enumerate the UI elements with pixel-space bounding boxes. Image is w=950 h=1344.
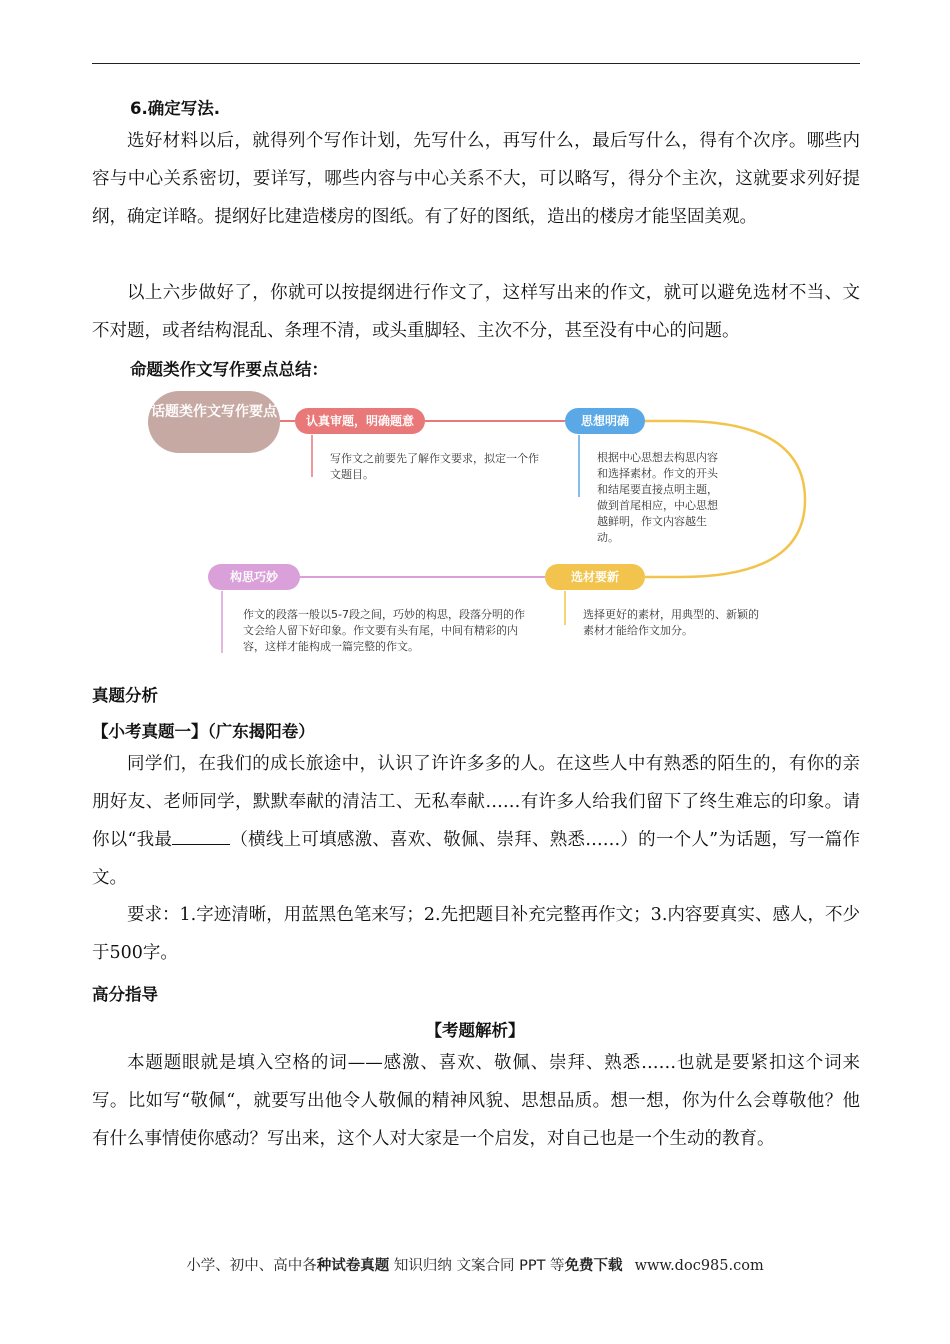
paragraph-1: 选好材料以后，就得列个写作计划，先写什么，再写什么，最后写什么，得有个次序。哪些内容与中心关系密切，要详写，哪些内容与中心关系不大，可以略写，得分个主次，这就要求列好提纲，确定详略。提纲好比建造楼房的图纸。有了好的图纸，造出的楼房才能坚固美观。 [92,131,860,227]
footer-part1: 小学、初中、高中各 [186,1258,317,1274]
footer-bold1: 种试卷真题 [316,1258,390,1274]
exam-title: 【小考真题一】（广东揭阳卷） [92,722,315,741]
node-clear-idea: 思想明确 [565,408,645,434]
note-clever-structure: 作文的段落一般以5-7段之间，巧妙的构思，段落分明的作文会给人留下好印象。作文要有头有尾，中间有精彩的内容，这样才能构成一篇完整的作文。 [243,608,525,653]
node-review-topic: 认真审题，明确题意 [295,408,425,434]
node-new-material: 选材要新 [545,564,645,590]
fill-in-blank [172,827,230,846]
header-rule [92,63,860,64]
note-new-material: 选择更好的素材，用典型的、新颖的素材才能给作文加分。 [583,608,759,637]
footer-bold2: 免费下载 [564,1258,623,1274]
analysis-text: 本题题眼就是填入空格的词——感激、喜欢、敬佩、崇拜、熟悉……也就是要紧扣这个词来写。比如写“敬佩“，就要写出他令人敬佩的精神风貌、思想品质。想一想，你为什么会尊敬他？他有什么事情使你感动？写出来，这个人对大家是一个启发，对自己也是一个生动的教育。 [92,1053,860,1149]
node-clever-structure: 构思巧妙 [208,564,300,590]
analysis-heading: 真题分析 [92,686,158,705]
paragraph-2: 以上六步做好了，你就可以按提纲进行作文了，这样写出来的作文，就可以避免选材不当、文不对题，或者结构混乱、条理不清，或头重脚轻、主次不分，甚至没有中心的问题。 [92,283,860,341]
footer-part2: 知识归纳 文案合同 PPT 等 [389,1258,565,1274]
note-clear-idea: 根据中心思想去构思内容和选择素材。作文的开头和结尾要直接点明主题，做到首尾相应，中心思想越鲜明，作文内容越生动。 [597,451,718,544]
mindmap [140,385,820,665]
summary-heading: 命题类作文写作要点总结： [130,360,328,379]
exam-text-after: （横线上可填感激、喜欢、敬佩、崇拜、熟悉……）的一个人”为话题，写一篇作文。 [92,830,860,888]
analysis-title: 【考题解析】 [425,1021,525,1040]
exam-text-before: 同学们，在我们的成长旅途中，认识了许许多多的人。在这些人中有熟悉的陌生的，有你的亲朋好友、老师同学，默默奉献的清洁工、无私奉献……有许多人给我们留下了终生难忘的印象。请你以“我最 [92,754,860,850]
footer [0,1254,950,1275]
footer-url[interactable]: www.doc985.com [634,1258,764,1274]
requirements: 要求：1.字迹清晰，用蓝黑色笔来写；2.先把题目补充完整再作文；3.内容要真实、感人，不少于500字。 [92,905,860,963]
guide-heading: 高分指导 [92,985,158,1004]
section-heading: 6.确定写法. [130,99,221,118]
mindmap-center: 话题类作文写作要点 [148,391,280,453]
exam-text [92,745,860,897]
note-review-topic: 写作文之前要先了解作文要求，拟定一个作文题目。 [330,452,539,481]
